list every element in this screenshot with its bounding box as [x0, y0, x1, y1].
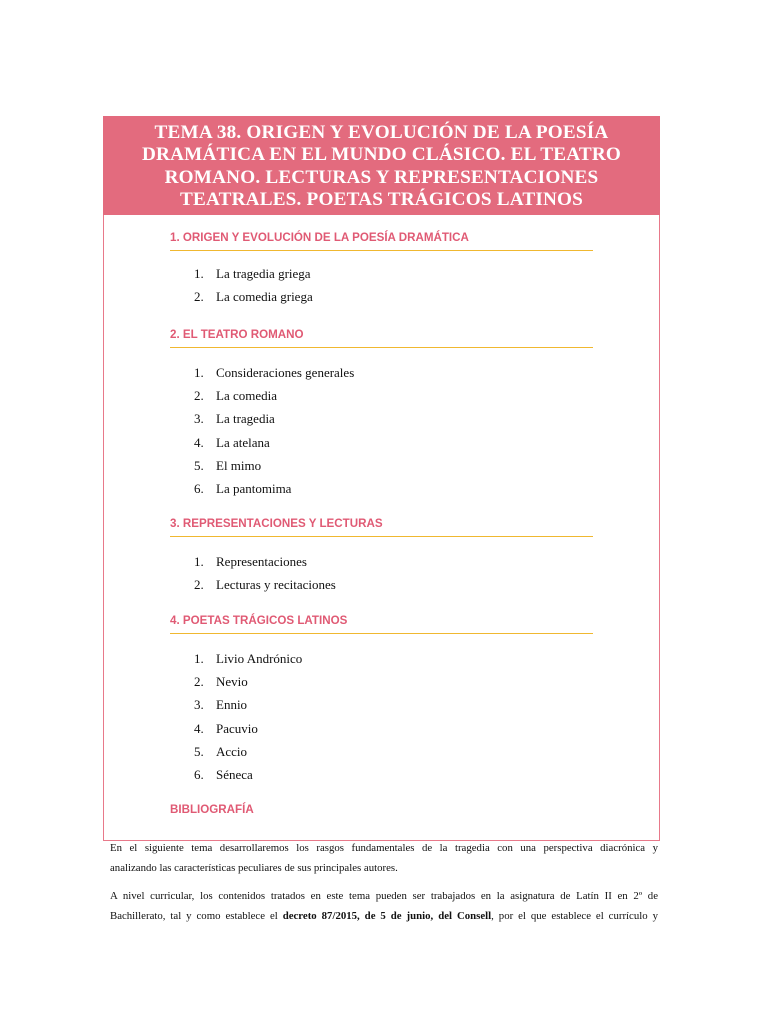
list-item: 4. Pacuvio — [194, 720, 258, 736]
list-item: 5. Accio — [194, 743, 248, 759]
section-3 — [170, 517, 593, 593]
title-banner — [103, 116, 660, 215]
list-item: 3. Ennio — [194, 697, 248, 713]
section-heading: 3. REPRESENTACIONES Y LECTURAS — [170, 517, 593, 537]
list-item: 6. La pantomima — [194, 480, 292, 496]
list-item: 2. La comedia — [194, 388, 277, 404]
paragraph-line: A nivel curricular, los contenidos tratados en este tema pueden ser trabajados en la asignatura de Latín II en 2º de — [110, 890, 658, 902]
list-item: 1. Representaciones — [194, 554, 307, 569]
list-item: 2. Nevio — [194, 674, 248, 690]
list-item: 1. La tragedia griega — [194, 266, 311, 281]
section-4 — [170, 614, 593, 782]
list-item: 1. Livio Andrónico — [194, 651, 303, 666]
section-heading: 2. EL TEATRO ROMANO — [170, 328, 593, 348]
list-item: 2. La comedia griega — [194, 289, 313, 305]
list-item: 3. La tragedia — [194, 411, 275, 427]
section-heading: 4. POETAS TRÁGICOS LATINOS — [170, 614, 593, 634]
list-item: 1. Consideraciones generales — [194, 365, 355, 380]
list-item: 5. El mimo — [194, 457, 262, 473]
curricular-paragraph — [110, 886, 658, 926]
section-1 — [170, 231, 593, 305]
list-item: 4. La atelana — [194, 434, 270, 450]
paragraph-line: Bachillerato, tal y como establece el decreto 87/2015, de 5 de junio, del Consell, por el que establece el currículo y — [110, 910, 659, 922]
document-frame — [103, 116, 660, 841]
section-heading: BIBLIOGRAFÍA — [170, 803, 254, 816]
section-list — [194, 553, 336, 599]
section-list — [194, 650, 302, 789]
document-title: TEMA 38. ORIGEN Y EVOLUCIÓN DE LA POESÍA DRAMÁTICA EN EL MUNDO CLÁSICO. EL TEATRO ROMANO. LECTURAS Y REPRESENTACIONES TEATRALES. POETAS TRÁGICOS LATINOS — [141, 121, 622, 210]
list-item: 2. Lecturas y recitaciones — [194, 577, 336, 593]
intro-paragraph — [110, 838, 658, 878]
list-item: 6. Séneca — [194, 766, 253, 782]
section-list — [194, 265, 313, 311]
section-2 — [170, 328, 593, 496]
section-bibliography — [170, 803, 593, 822]
section-heading: 1. ORIGEN Y EVOLUCIÓN DE LA POESÍA DRAMÁTICA — [170, 231, 593, 251]
decree-reference: decreto 87/2015, de 5 de junio, del Consell — [282, 910, 492, 922]
paragraph-line: analizando las características peculiares de sus principales autores. — [110, 862, 398, 874]
paragraph-line: En el siguiente tema desarrollaremos los rasgos fundamentales de la tragedia con una perspectiva diacrónica y — [110, 842, 658, 854]
section-list — [194, 364, 354, 503]
